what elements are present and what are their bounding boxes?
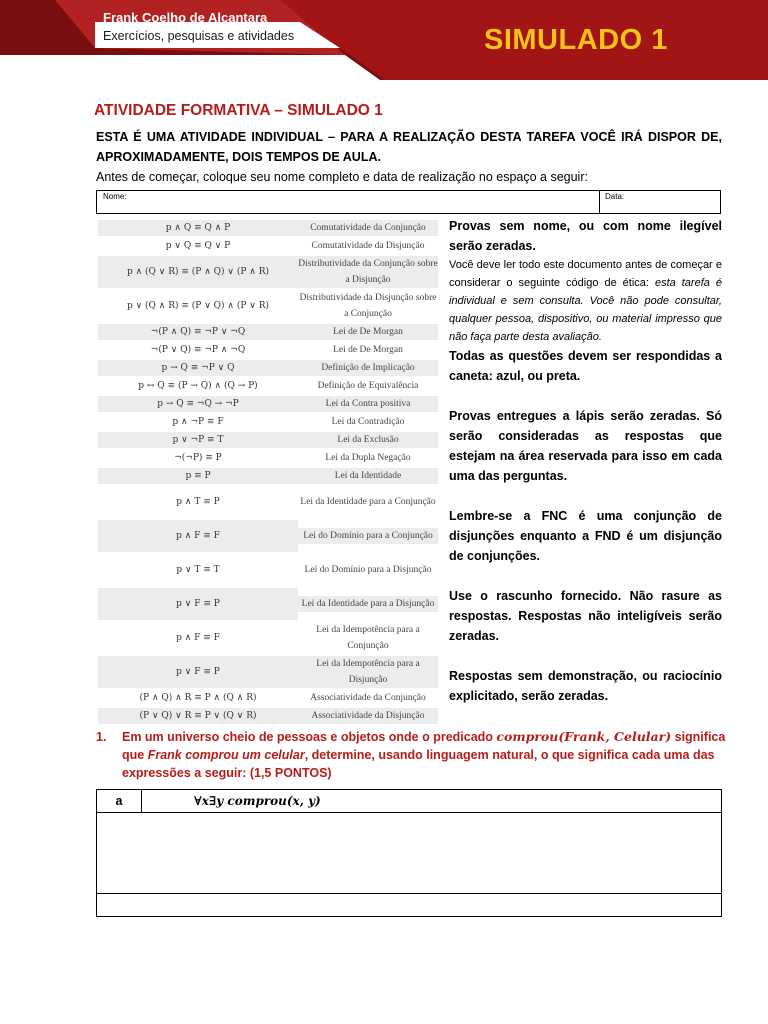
law-formula: p ∧ Q ≡ Q ∧ P bbox=[98, 220, 298, 236]
law-name: Lei da Contra positiva bbox=[298, 396, 438, 412]
law-row bbox=[98, 656, 438, 688]
law-row bbox=[98, 468, 438, 484]
law-formula: p → Q ≡ ¬P ∨ Q bbox=[98, 360, 298, 376]
law-name: Distributividade da Conjunção sobre a Disjunção bbox=[298, 256, 438, 288]
law-formula: p ∧ T ≡ P bbox=[176, 497, 220, 507]
rule-ethics bbox=[449, 256, 722, 346]
law-row bbox=[98, 708, 438, 724]
rule-draft: Use o rascunho fornecido. Não rasure as respostas. Respostas não inteligíveis serão zeradas. bbox=[449, 589, 722, 643]
question-text-italic: Frank comprou um celular bbox=[147, 748, 305, 762]
law-row bbox=[98, 324, 438, 340]
name-date-box[interactable] bbox=[96, 190, 721, 214]
law-name: Lei da Identidade bbox=[298, 468, 438, 484]
rule-pen: Todas as questões devem ser respondidas a caneta: azul, ou preta. bbox=[449, 349, 722, 383]
rule-pencil: Provas entregues a lápis serão zeradas. Só serão consideradas as respostas que estejam na área reservada para isso em cada uma das perguntas. bbox=[449, 409, 722, 483]
law-formula: p ∧ F ≡ F bbox=[176, 633, 220, 643]
law-row bbox=[98, 554, 438, 586]
law-row bbox=[98, 450, 438, 466]
law-row bbox=[98, 342, 438, 358]
law-row bbox=[98, 396, 438, 412]
law-name: Definição de Implicação bbox=[298, 360, 438, 376]
law-name: Lei da Identidade para a Disjunção bbox=[298, 596, 438, 612]
activity-title: ATIVIDADE FORMATIVA – SIMULADO 1 bbox=[94, 102, 383, 119]
activity-instruction: Antes de começar, coloque seu nome completo e data de realização no espaço a seguir: bbox=[96, 170, 588, 184]
law-name: Lei da Contradição bbox=[331, 417, 405, 427]
answer-area[interactable] bbox=[97, 813, 722, 894]
answer-footer bbox=[97, 894, 722, 917]
law-row bbox=[98, 238, 438, 254]
law-formula: ¬(¬P) ≡ P bbox=[174, 453, 222, 463]
rules-column bbox=[449, 216, 722, 706]
law-name: Lei de De Morgan bbox=[333, 345, 403, 355]
page-header bbox=[0, 0, 768, 80]
law-formula: ¬(P ∧ Q) ≡ ¬P ∨ ¬Q bbox=[98, 324, 298, 340]
question-number: 1. bbox=[96, 730, 107, 744]
rule-ethics-text: Você deve ler todo este documento antes de começar e considerar o seguinte código de ética: bbox=[449, 259, 722, 289]
question-text-part3: , determine, usando linguagem natural, o que significa cada uma das expressões a seguir: (1,5 PONTOS) bbox=[122, 748, 715, 780]
rule-no-name: Provas sem nome, ou com nome ilegível serão zeradas. bbox=[449, 219, 722, 253]
law-name: Comutatividade da Disjunção bbox=[311, 241, 425, 251]
answer-area-row[interactable] bbox=[97, 813, 722, 894]
law-row bbox=[98, 290, 438, 322]
law-name: Lei da Idempotência para a Conjunção bbox=[316, 625, 420, 651]
law-row bbox=[98, 690, 438, 706]
law-name: Associatividade da Conjunção bbox=[310, 693, 426, 703]
law-row bbox=[98, 360, 438, 376]
author-name: Frank Coelho de Alcantara bbox=[103, 10, 268, 25]
law-row bbox=[98, 622, 438, 654]
law-name: Definição de Equivalência bbox=[317, 381, 419, 391]
law-row bbox=[98, 486, 438, 518]
law-name: Lei de De Morgan bbox=[298, 324, 438, 340]
box-divider bbox=[599, 191, 600, 213]
rule-ethics-italic: esta tarefa é individual e sem consulta. Você não pode consultar, qualquer pessoa, dispositivo, ou material impresso que não faça parte desta avaliação. bbox=[449, 277, 722, 343]
date-label: Data: bbox=[605, 192, 625, 201]
logic-laws-table bbox=[98, 220, 438, 726]
name-label: Nome: bbox=[103, 192, 127, 201]
law-formula: p → Q ≡ ¬Q → ¬P bbox=[98, 396, 298, 412]
law-formula: p ∨ F ≡ P bbox=[98, 656, 298, 688]
law-formula: (P ∨ Q) ∨ R ≡ P ∨ (Q ∨ R) bbox=[98, 708, 298, 724]
law-formula: p ∨ T ≡ T bbox=[176, 565, 220, 575]
row-expression: ∀x∃y comprou(x, y) bbox=[142, 790, 722, 813]
answer-table bbox=[96, 789, 722, 917]
question-text-part2: significa que bbox=[122, 730, 726, 762]
law-name: Comutatividade da Conjunção bbox=[298, 220, 438, 236]
law-formula: p ∨ ¬P ≡ T bbox=[98, 432, 298, 448]
law-formula: p ∧ F ≡ F bbox=[98, 520, 298, 552]
law-formula: ¬(P ∨ Q) ≡ ¬P ∧ ¬Q bbox=[150, 345, 246, 355]
rule-fnc-fnd: Lembre-se a FNC é uma conjunção de disjunções enquanto a FND é um disjunção de conjunções. bbox=[449, 509, 722, 563]
law-row bbox=[98, 220, 438, 236]
table-row bbox=[97, 790, 722, 813]
row-label: a bbox=[97, 790, 142, 813]
question-1 bbox=[96, 728, 726, 782]
law-formula: p ∨ F ≡ P bbox=[98, 588, 298, 620]
law-row bbox=[98, 432, 438, 448]
question-text bbox=[122, 728, 726, 782]
law-name: Lei da Dupla Negação bbox=[325, 453, 411, 463]
law-formula: (P ∧ Q) ∧ R ≡ P ∧ (Q ∧ R) bbox=[139, 693, 257, 703]
activity-intro: ESTA É UMA ATIVIDADE INDIVIDUAL – PARA A REALIZAÇÃO DESTA TAREFA VOCÊ IRÁ DISPOR DE, APROXIMADAMENTE, DOIS TEMPOS DE AULA. bbox=[96, 130, 722, 164]
law-name: Distributividade da Disjunção sobre a Conjunção bbox=[299, 293, 437, 319]
law-row bbox=[98, 414, 438, 430]
law-row bbox=[98, 588, 438, 620]
law-formula: p ∧ (Q ∨ R) ≡ (P ∧ Q) ∨ (P ∧ R) bbox=[98, 256, 298, 288]
law-row bbox=[98, 520, 438, 552]
law-name: Lei do Domínio para a Disjunção bbox=[304, 565, 432, 575]
law-name: Lei da Identidade para a Conjunção bbox=[300, 497, 436, 507]
law-formula: p ∨ (Q ∧ R) ≡ (P ∨ Q) ∧ (P ∨ R) bbox=[126, 301, 270, 311]
law-formula: p ∨ Q ≡ Q ∨ P bbox=[165, 241, 231, 251]
question-text-part1: Em um universo cheio de pessoas e objetos onde o predicado bbox=[122, 730, 497, 744]
law-name: Associatividade da Disjunção bbox=[298, 708, 438, 724]
question-predicate: comprou(Frank, Celular) bbox=[496, 729, 672, 744]
law-formula: p ≡ P bbox=[98, 468, 298, 484]
law-name: Lei da Idempotência para a Disjunção bbox=[298, 656, 438, 688]
answer-footer-row bbox=[97, 894, 722, 917]
law-formula: p ∧ ¬P ≡ F bbox=[172, 417, 224, 427]
simulado-title: SIMULADO 1 bbox=[484, 24, 668, 56]
law-row bbox=[98, 378, 438, 394]
law-name: Lei do Domínio para a Conjunção bbox=[298, 528, 438, 544]
law-row bbox=[98, 256, 438, 288]
rule-demonstration: Respostas sem demonstração, ou raciocínio explicitado, serão zeradas. bbox=[449, 669, 722, 703]
law-name: Lei da Exclusão bbox=[298, 432, 438, 448]
header-subtitle: Exercícios, pesquisas e atividades bbox=[103, 29, 295, 43]
law-formula: p ↔ Q ≡ (P → Q) ∧ (Q → P) bbox=[138, 381, 258, 391]
